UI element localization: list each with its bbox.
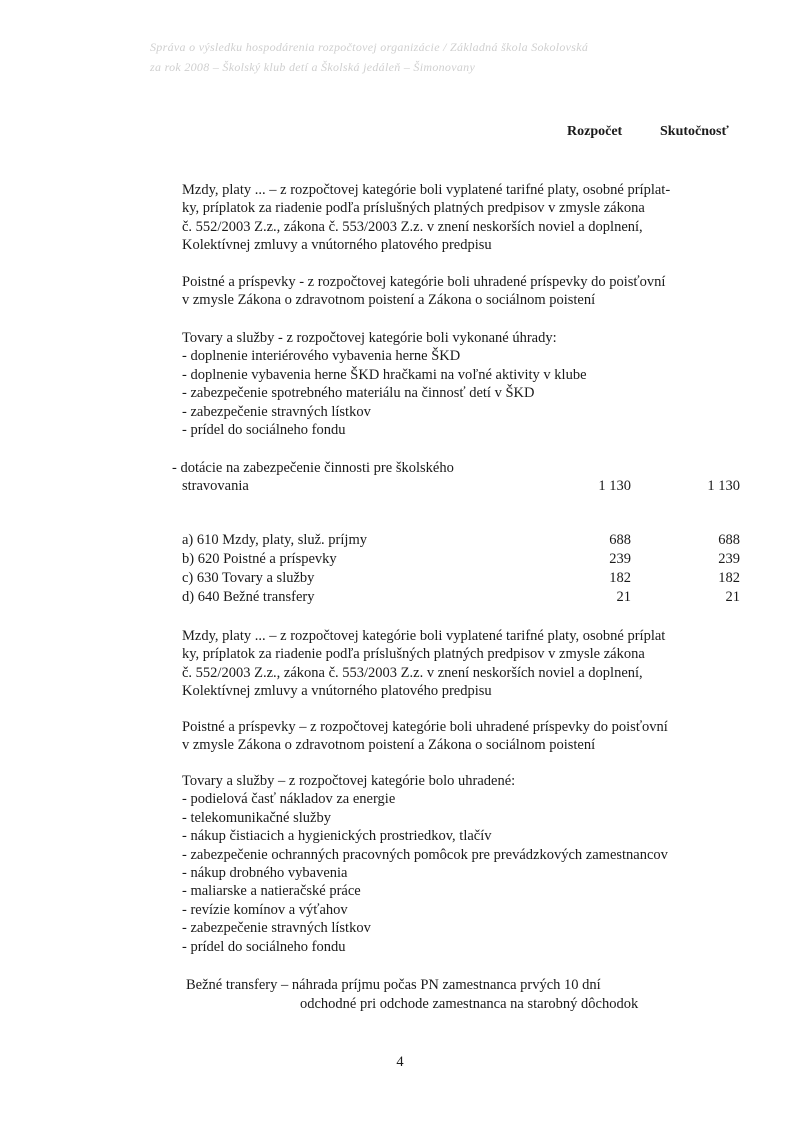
list-item: - revízie komínov a výťahov <box>182 901 348 918</box>
table-row-budget: 182 <box>609 570 631 586</box>
paragraph-line: Poistné a príspevky – z rozpočtovej kategórie boli uhradené príspevky do poisťovní <box>182 719 668 735</box>
paragraph-line: ky, príplatok za riadenie podľa príslušných platných predpisov v zmysle zákona <box>182 646 645 663</box>
list-item: - prídel do sociálneho fondu <box>182 938 346 955</box>
list-item: - doplnenie interiérového vybavenia herne ŠKD <box>182 348 461 365</box>
dotacie-actual-value: 1 130 <box>707 478 740 494</box>
section1-mzdy-paragraph <box>182 181 670 255</box>
section1-tovary-list <box>182 329 587 439</box>
paragraph-line: Mzdy, platy ... – z rozpočtovej kategórie boli vyplatené tarifné platy, osobné príplat <box>182 628 666 644</box>
paragraph-line: Kolektívnej zmluvy a vnútorného platového predpisu <box>182 683 492 700</box>
list-item: - maliarske a natieračské práce <box>182 883 361 900</box>
transfery-line-2: odchodné pri odchode zamestnanca na starobný dôchodok <box>300 996 639 1012</box>
list-item: - podielová časť nákladov za energie <box>182 791 396 808</box>
list-item: - zabezpečenie stravných lístkov <box>182 403 371 420</box>
table-row-budget: 239 <box>609 551 631 567</box>
paragraph-line: č. 552/2003 Z.z., zákona č. 553/2003 Z.z. v znení neskorších noviel a doplnení, <box>182 218 643 235</box>
faint-header-line-2: za rok 2008 – Školský klub detí a Školská jedáleň – Šimonovany <box>150 60 476 74</box>
list-item: - nákup drobného vybavenia <box>182 865 348 882</box>
table-row-actual: 21 <box>725 589 740 605</box>
table-row-budget: 688 <box>609 532 631 548</box>
table-row-label: a) 610 Mzdy, platy, služ. príjmy <box>182 532 367 548</box>
list-item: - nákup čistiacich a hygienických prostriedkov, tlačív <box>182 828 492 845</box>
dotacie-line-2: stravovania <box>182 478 249 494</box>
table-row-label: d) 640 Bežné transfery <box>182 589 315 605</box>
list-item: - zabezpečenie ochranných pracovných pomôcok pre prevádzkových zamestnancov <box>182 846 668 863</box>
list-heading: Tovary a služby - z rozpočtovej kategórie boli vykonané úhrady: <box>182 330 557 346</box>
list-item: - zabezpečenie stravných lístkov <box>182 920 371 937</box>
table-row-label: c) 630 Tovary a služby <box>182 570 315 586</box>
section2-tovary-list <box>182 772 668 956</box>
table-row-label: b) 620 Poistné a príspevky <box>182 551 337 567</box>
section1-poistne-paragraph <box>182 273 665 310</box>
faint-header-line-1: Správa o výsledku hospodárenia rozpočtovej organizácie / Základná škola Sokolovská <box>150 40 589 54</box>
list-item: - telekomunikačné služby <box>182 809 331 826</box>
column-header-budget: Rozpočet <box>567 124 623 139</box>
table-row-budget: 21 <box>616 589 631 605</box>
paragraph-line: v zmysle Zákona o zdravotnom poistení a Zákona o sociálnom poistení <box>182 292 596 309</box>
paragraph-line: Poistné a príspevky - z rozpočtovej kategórie boli uhradené príspevky do poisťovní <box>182 274 666 290</box>
column-header-actual: Skutočnosť <box>660 124 729 139</box>
paragraph-line: č. 552/2003 Z.z., zákona č. 553/2003 Z.z. v znení neskorších noviel a doplnení, <box>182 664 643 681</box>
dotacie-budget-value: 1 130 <box>598 478 631 494</box>
section2-mzdy-paragraph <box>182 627 665 701</box>
list-heading: Tovary a služby – z rozpočtovej kategórie bolo uhradené: <box>182 773 516 789</box>
paragraph-line: v zmysle Zákona o zdravotnom poistení a Zákona o sociálnom poistení <box>182 737 596 754</box>
table-row-actual: 239 <box>718 551 740 567</box>
list-item: - doplnenie vybavenia herne ŠKD hračkami na voľné aktivity v klube <box>182 366 587 383</box>
paragraph-line: Mzdy, platy ... – z rozpočtovej kategórie boli vyplatené tarifné platy, osobné príplat- <box>182 182 671 198</box>
dotacie-line-1: - dotácie na zabezpečenie činnosti pre školského <box>172 460 454 476</box>
page-number: 4 <box>396 1054 404 1070</box>
list-item: - prídel do sociálneho fondu <box>182 422 346 439</box>
paragraph-line: ky, príplatok za riadenie podľa príslušných platných predpisov v zmysle zákona <box>182 200 645 217</box>
list-item: - zabezpečenie spotrebného materiálu na činnosť detí v ŠKD <box>182 385 535 402</box>
table-row-actual: 182 <box>718 570 740 586</box>
table-row-actual: 688 <box>718 532 740 548</box>
paragraph-line: Kolektívnej zmluvy a vnútorného platového predpisu <box>182 237 492 254</box>
transfery-line-1: Bežné transfery – náhrada príjmu počas PN zamestnanca prvých 10 dní <box>186 977 601 993</box>
section2-poistne-paragraph <box>182 718 668 755</box>
